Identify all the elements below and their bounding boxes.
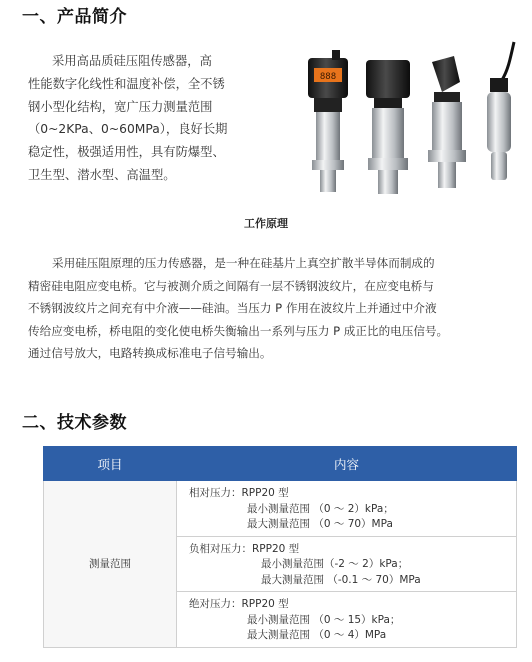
- svg-text:888: 888: [319, 72, 337, 82]
- sensor-with-display: [308, 50, 348, 192]
- range-type: 相对压力：RPP20 型: [189, 487, 289, 499]
- intro-line: 卫生型、潜水型、高温型。: [28, 167, 176, 182]
- range-block-negative: [177, 536, 516, 592]
- range-max: 最大测量范围 （0 ～ 70）MPa: [247, 518, 393, 530]
- range-block-absolute: [177, 591, 516, 647]
- sensor-angled-plug: [428, 56, 466, 188]
- row-content: [177, 481, 517, 648]
- table-header-row: [44, 447, 517, 481]
- range-type: 绝对压力：RPP20 型: [189, 598, 289, 610]
- header-item: 项目: [44, 447, 177, 481]
- header-content: 内容: [177, 447, 517, 481]
- principle-paragraph: [28, 252, 524, 365]
- intro-line: （0~2KPa、0~60MPa），良好长期: [28, 122, 228, 137]
- range-block-relative: [177, 481, 516, 536]
- range-min: 最小测量范围（-2 ～ 2）kPa；: [261, 558, 409, 570]
- product-photo: [282, 40, 522, 200]
- principle-title: 工作原理: [244, 217, 288, 230]
- intro-paragraph: [28, 50, 268, 187]
- sensor-black-connector: [366, 60, 410, 194]
- range-max: 最大测量范围 （-0.1 ～ 70）MPa: [261, 573, 421, 586]
- spec-table: [43, 446, 517, 648]
- sensor-cable-type: [487, 42, 514, 180]
- principle-line: 精密硅电阻应变电桥。它与被测介质之间隔有一层不锈钢波纹片，在应变电桥与: [28, 278, 434, 293]
- intro-line: 性能数字化线性和温度补偿，全不锈: [28, 76, 225, 91]
- principle-line: 不锈钢波纹片之间充有中介液——硅油。当压力 P 作用在波纹片上并通过中介液: [28, 301, 437, 316]
- range-type: 负相对压力：RPP20 型: [189, 542, 300, 555]
- range-max: 最大测量范围 （0 ～ 4）MPa: [247, 629, 387, 641]
- principle-line: 通过信号放大，电路转换成标准电子信号输出。: [28, 346, 272, 361]
- intro-line: 钢小型化结构，宽广压力测量范围: [28, 99, 213, 114]
- section-title-intro: 一、产品简介: [22, 7, 127, 27]
- table-row: [44, 481, 517, 648]
- range-min: 最小测量范围 （0 ～ 2）kPa；: [247, 502, 394, 515]
- intro-line: 采用高品质硅压阻传感器，高: [52, 54, 212, 68]
- intro-line: 稳定性，极强适用性，具有防爆型、: [28, 145, 225, 160]
- section-title-specs: 二、技术参数: [22, 413, 127, 433]
- row-label-measure-range: 测量范围: [44, 481, 177, 648]
- principle-line: 采用硅压阻原理的压力传感器，是一种在硅基片上真空扩散半导体而制成的: [52, 256, 435, 270]
- range-min: 最小测量范围 （0 ～ 15）kPa；: [247, 613, 401, 626]
- principle-line: 传给应变电桥，桥电阻的变化使电桥失衡输出一系列与压力 P 成正比的电压信号。: [28, 323, 449, 338]
